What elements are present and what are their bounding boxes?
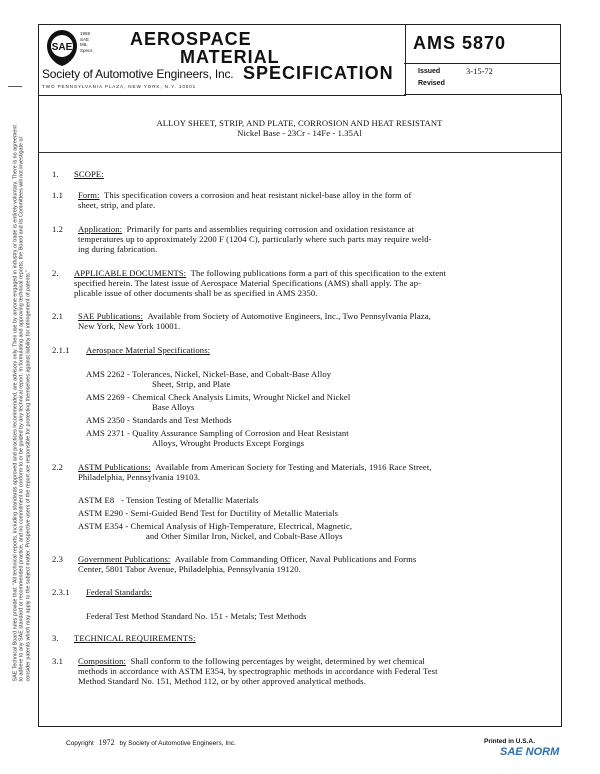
- section-heading: SAE Publications:: [78, 311, 143, 321]
- section-heading: Application:: [78, 224, 123, 234]
- watermark: SAE NORM: [500, 746, 560, 758]
- side-disclaimer: SAE Technical Board rules provide that: "All technical reports, including standards approved and practices recommended, are advisory only. Their use by anyone engaged in industry or trade is entirely voluntary. There is no agreement to adhere to any SAE standard or recommended practice, and no commitment to conform to or be guided by any technical report. In formulating and approving technical reports, the Board and its Committees will not investigate or consider patents which may apply to the subject matter. Prospective users of the report are responsible for protecting themselves against liability for infringement of patents.": [12, 125, 32, 682]
- copyright-owner: by Society of Automotive Engineers, Inc.: [119, 740, 236, 747]
- revised-label: Revised: [418, 80, 445, 87]
- astm-list-item: ASTM E290 - Semi-Guided Bend Test for Ductility of Metallic Materials: [78, 508, 339, 518]
- section-2-2: [78, 462, 560, 472]
- astm-list-item: ASTM E8 - Tension Testing of Metallic Materials: [78, 495, 259, 505]
- astm-list-item: and Other Similar Iron, Nickel, and Cobalt-Base Alloys: [146, 531, 343, 541]
- paragraph-line: methods in accordance with ASTM E354, by spectrographic methods in accordance with Federal Test: [78, 666, 438, 676]
- section-number: 1.2: [52, 224, 64, 234]
- ams-list-item: AMS 2262 - Tolerances, Nickel, Nickel-Base, and Cobalt-Base Alloy: [86, 369, 332, 379]
- section-number: 2.2: [52, 462, 64, 472]
- sae-logo: [44, 28, 80, 68]
- title-rule: [38, 152, 561, 153]
- section-heading: Form:: [78, 190, 100, 200]
- issued-date: 3-15-72: [466, 66, 493, 76]
- paragraph-line: The following publications form a part of this specification to the extent: [190, 268, 447, 278]
- logo-caption-line: SAE: [80, 36, 90, 42]
- ams-list-item: AMS 2350 - Standards and Test Methods: [86, 415, 232, 425]
- ams-number: AMS 5870: [413, 33, 507, 53]
- copyright-label: Copyright: [66, 740, 94, 747]
- paragraph-line: Method Standard No. 151, Method 112, or by other approved analytical methods.: [78, 676, 366, 686]
- issued-label: Issued: [418, 68, 441, 75]
- doc-title-line2: Nickel Base - 23Cr - 14Fe - 1.35Al: [237, 128, 362, 138]
- logo-caption-line: MIL: [80, 42, 88, 48]
- section-number: 1.1: [52, 190, 64, 200]
- section-1-1: [78, 190, 558, 200]
- title-material: MATERIAL: [180, 47, 280, 67]
- paragraph-line: This specification covers a corrosion and heat resistant nickel-base alloy in the form of: [104, 190, 412, 200]
- section-number: 2.1.1: [52, 345, 70, 355]
- paragraph-line: specified herein. The latest issue of Aerospace Material Specifications (AMS) shall apply. The ap-: [74, 278, 422, 288]
- section-heading: Aerospace Material Specifications:: [86, 345, 211, 355]
- ams-list-item: Sheet, Strip, and Plate: [152, 379, 231, 389]
- title-aerospace: AEROSPACE: [130, 29, 252, 49]
- section-heading: TECHNICAL REQUIREMENTS:: [74, 633, 196, 643]
- paragraph-line: Shall conform to the following percentages by weight, determined by wet chemical: [130, 656, 425, 666]
- printed-in: Printed in U.S.A.: [484, 738, 535, 745]
- ams-list-item: AMS 2371 - Quality Assurance Sampling of Corrosion and Heat Resistant: [86, 428, 349, 438]
- society-name: Society of Automotive Engineers, Inc.: [42, 67, 234, 81]
- paragraph-line: sheet, strip, and plate.: [78, 200, 156, 210]
- section-heading: Federal Standards:: [86, 587, 152, 597]
- doc-title-line1: ALLOY SHEET, STRIP, AND PLATE, CORROSION AND HEAT RESISTANT: [156, 118, 443, 128]
- paragraph-line: Available from Society of Automotive Engineers, Inc., Two Pennsylvania Plaza,: [147, 311, 431, 321]
- section-1-2: [78, 224, 558, 234]
- paragraph-line: New York, New York 10001.: [78, 321, 181, 331]
- ams-list-item: Base Alloys: [152, 402, 195, 412]
- paragraph-line: Available from Commanding Officer, Naval Publications and Forms: [174, 554, 417, 564]
- section-heading: APPLICABLE DOCUMENTS:: [74, 268, 187, 278]
- ams-list-item: AMS 2269 - Chemical Check Analysis Limits, Wrought Nickel and Nickel: [86, 392, 351, 402]
- paragraph-line: Center, 5801 Tabor Avenue, Philadelphia, Pennsylvania 19120.: [78, 564, 301, 574]
- paragraph-line: plicable issue of other documents shall be as specified in AMS 2350.: [74, 288, 318, 298]
- title-specification: SPECIFICATION: [243, 63, 394, 83]
- copyright-year: 1972: [98, 738, 115, 747]
- section-number: 2.1: [52, 311, 64, 321]
- margin-mark: [8, 86, 22, 87]
- section-heading: ASTM Publications:: [78, 462, 151, 472]
- section-number: 3.1: [52, 656, 64, 666]
- society-address: TWO PENNSYLVANIA PLAZA, NEW YORK, N.Y. 10001: [42, 84, 197, 89]
- ams-list-item: Alloys, Wrought Products Except Forgings: [152, 438, 305, 448]
- section-2-1: [78, 311, 560, 321]
- section-number: 2.: [52, 268, 59, 278]
- paragraph-line: Available from American Society for Testing and Materials, 1916 Race Street,: [155, 462, 432, 472]
- section-heading: Composition:: [78, 656, 126, 666]
- paragraph-line: Philadelphia, Pennsylvania 19103.: [78, 472, 201, 482]
- logo-caption: [80, 31, 93, 53]
- section-number: 2.3.1: [52, 587, 70, 597]
- section-2-3: [78, 554, 560, 564]
- logo-caption-line: 1969: [80, 31, 91, 36]
- section-number: 2.3: [52, 554, 64, 564]
- section-heading: Government Publications:: [78, 554, 171, 564]
- section-number: 3.: [52, 633, 59, 643]
- logo-text: SAE: [51, 42, 73, 53]
- logo-caption-line: Specs: [80, 47, 93, 53]
- paragraph-line: ing during fabrication.: [78, 244, 158, 254]
- section-3-1: [78, 656, 560, 666]
- paragraph-line: Federal Test Method Standard No. 151 - Metals; Test Methods: [86, 611, 307, 621]
- astm-list-item: ASTM E354 - Chemical Analysis of High-Temperature, Electrical, Magnetic,: [78, 521, 353, 531]
- section-number: 1.: [52, 169, 59, 179]
- copyright-line: [66, 738, 236, 747]
- paragraph-line: Primarily for parts and assemblies requiring corrosion and oxidation resistance at: [126, 224, 415, 234]
- section-heading: SCOPE:: [74, 169, 104, 179]
- section-2: [74, 268, 560, 278]
- paragraph-line: temperatures up to approximately 2200 F (1204 C), particularly where such parts may require weld-: [78, 234, 432, 244]
